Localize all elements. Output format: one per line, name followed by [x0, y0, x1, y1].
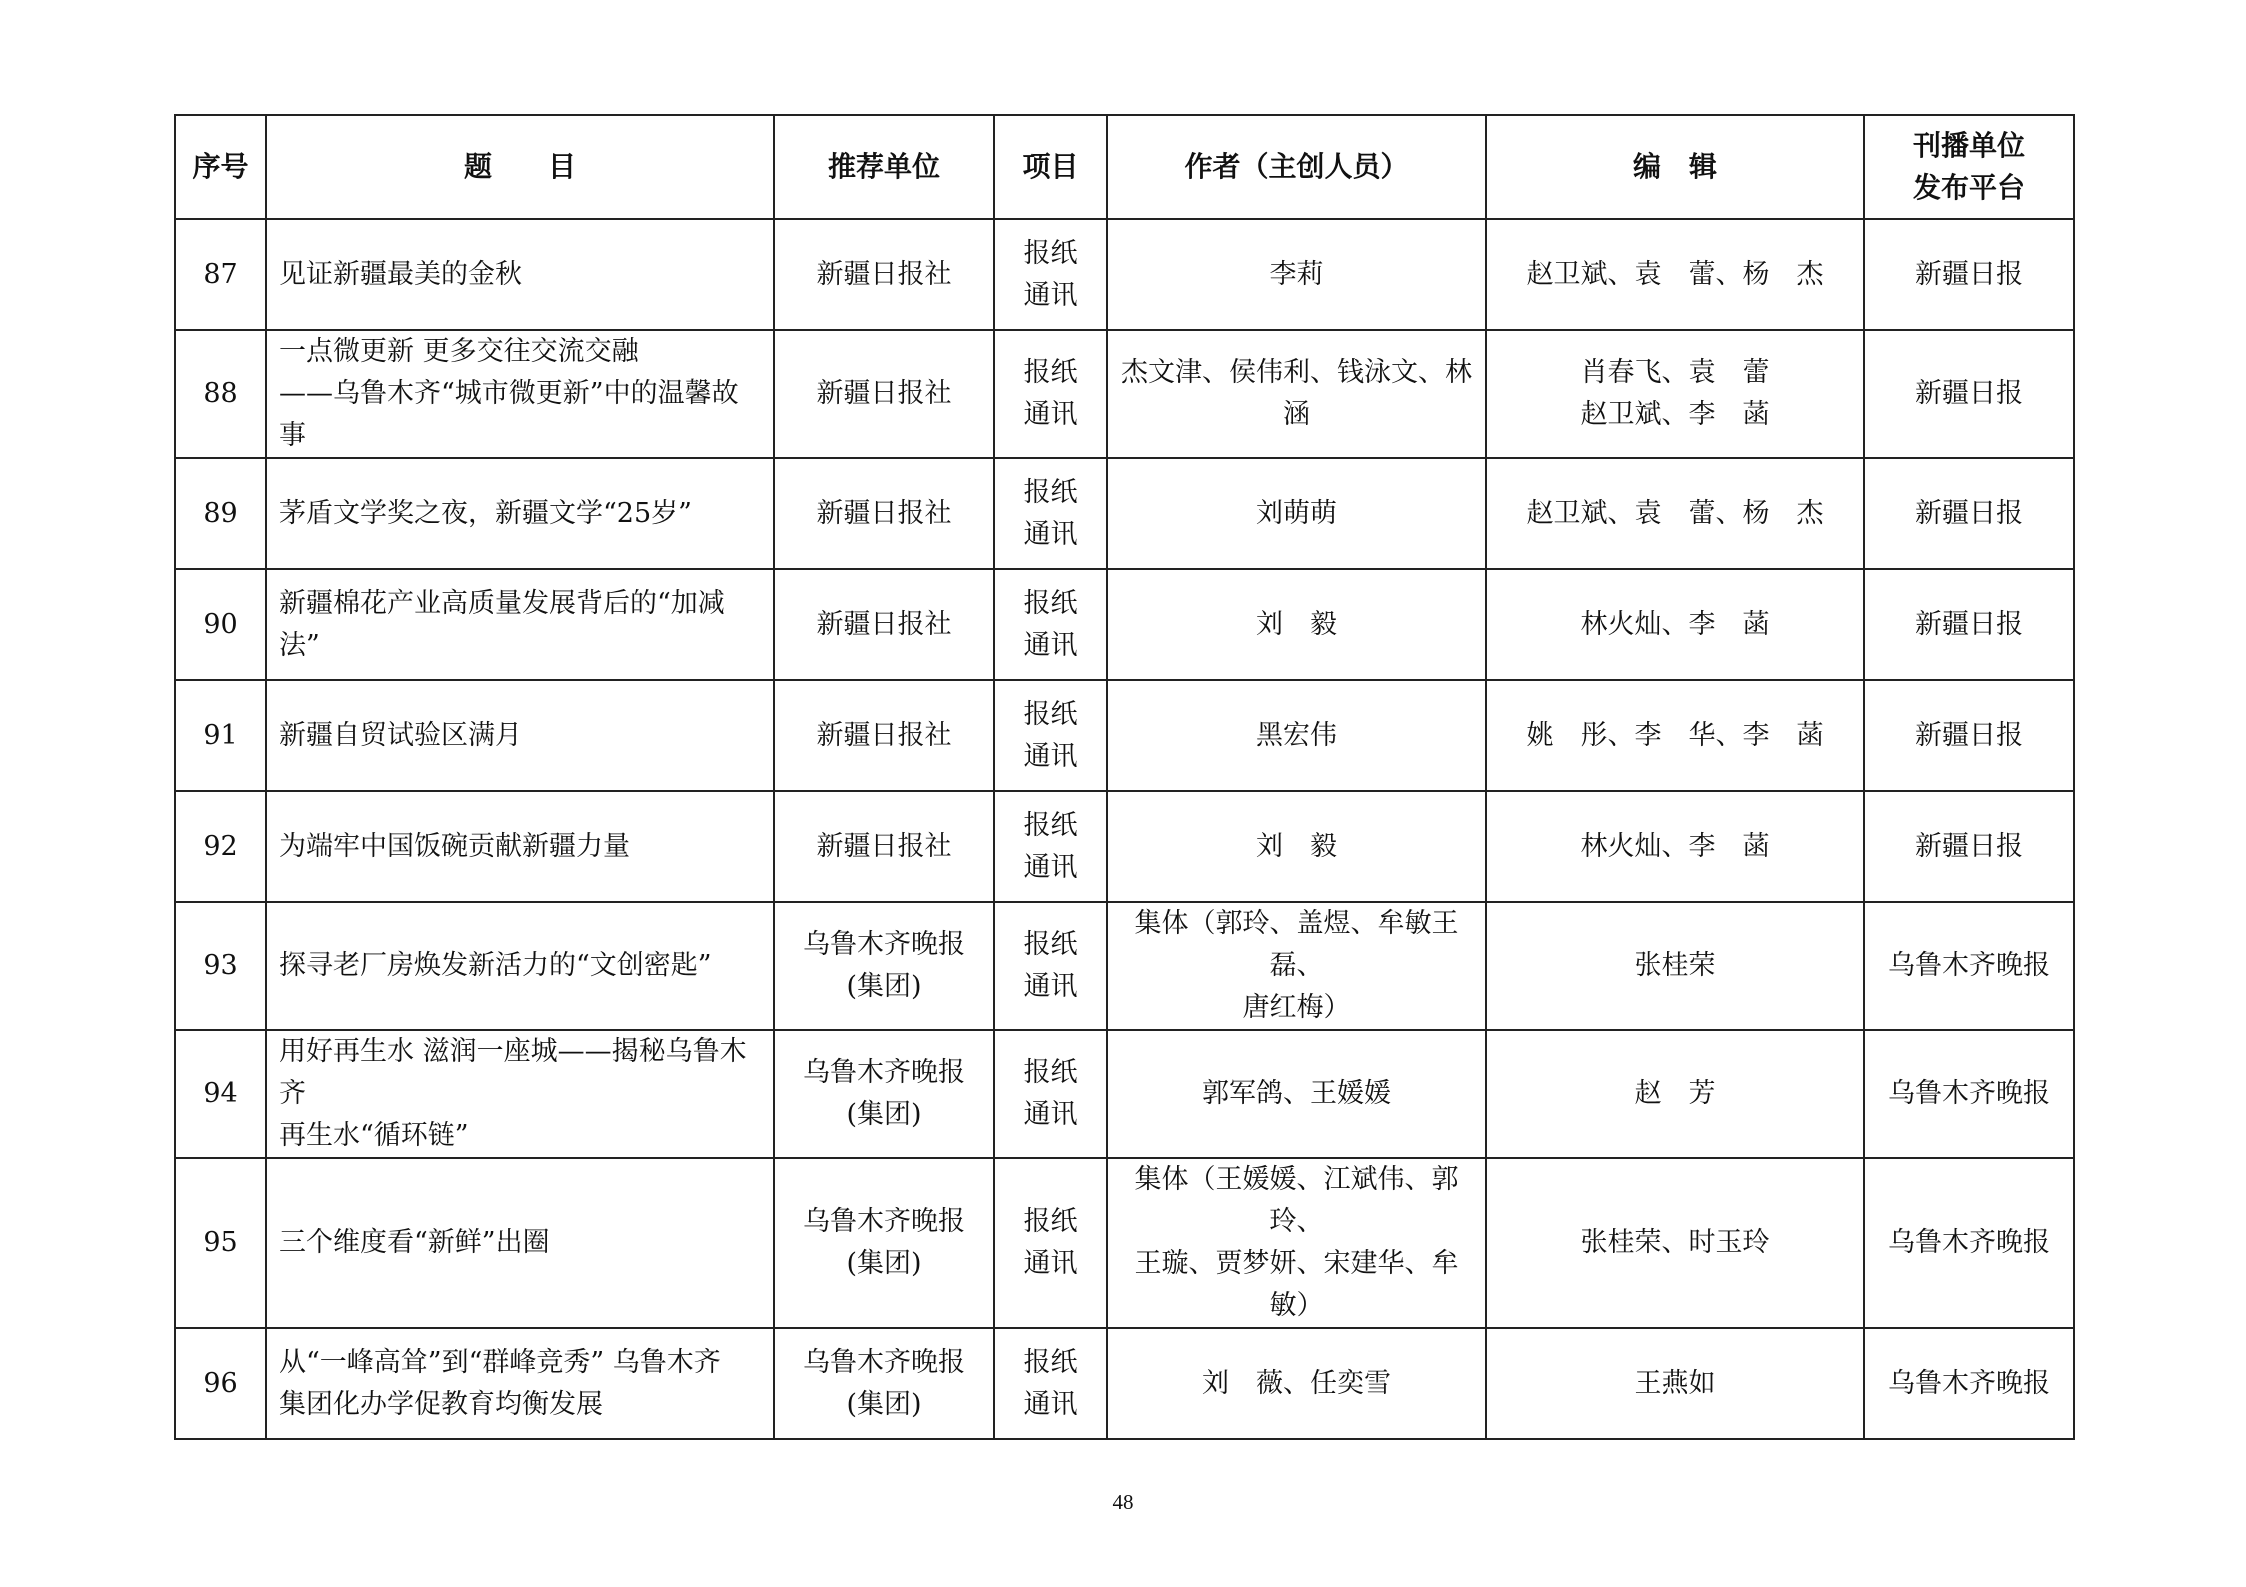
cell-unit-line: (集团)	[846, 971, 922, 1002]
cell-editor	[1486, 1030, 1864, 1158]
cell-editor	[1486, 680, 1864, 791]
cell-author	[1107, 1328, 1486, 1439]
cell-item-line: 通讯	[1023, 1248, 1078, 1279]
header-platform-line1: 刊播单位	[1912, 129, 2025, 162]
header-unit: 推荐单位	[774, 115, 994, 219]
cell-platform: 新疆日报	[1864, 569, 2074, 680]
cell-platform: 乌鲁木齐晚报	[1864, 1328, 2074, 1439]
header-author: 作者（主创人员）	[1107, 115, 1486, 219]
cell-author-line: 刘 毅	[1256, 830, 1337, 862]
cell-item-line: 通讯	[1023, 1388, 1078, 1420]
header-item: 项目	[994, 115, 1107, 219]
cell-item-line: 通讯	[1023, 279, 1078, 311]
cell-editor-line: 赵 芳	[1634, 1078, 1716, 1109]
cell-item-line: 报纸	[1023, 357, 1078, 388]
cell-author-line: 集体（王媛媛、江斌伟、郭玲、	[1134, 1164, 1459, 1237]
cell-unit	[774, 680, 994, 791]
cell-item-line: 报纸	[1023, 698, 1078, 730]
table-row	[175, 219, 2074, 330]
cell-title	[266, 458, 774, 569]
cell-platform: 新疆日报	[1864, 791, 2074, 902]
cell-platform: 乌鲁木齐晚报	[1864, 1158, 2074, 1328]
table-row	[175, 902, 2074, 1030]
cell-unit-line: 乌鲁木齐晚报	[803, 1206, 965, 1237]
cell-item-line: 报纸	[1023, 476, 1078, 508]
cell-editor	[1486, 1328, 1864, 1439]
cell-platform: 新疆日报	[1864, 680, 2074, 791]
cell-author	[1107, 569, 1486, 680]
cell-author	[1107, 791, 1486, 902]
cell-author-line: 杰文津、侯伟利、钱泳文、林涵	[1121, 357, 1472, 430]
cell-title	[266, 219, 774, 330]
cell-title	[266, 791, 774, 902]
cell-title-line: 新疆棉花产业高质量发展背后的“加减法”	[279, 587, 725, 661]
cell-item-line: 报纸	[1023, 1057, 1078, 1088]
cell-item-line: 报纸	[1023, 1206, 1078, 1237]
cell-author	[1107, 1158, 1486, 1328]
header-platform-line2: 发布平台	[1912, 171, 2025, 204]
header-row	[175, 115, 2074, 219]
cell-unit	[774, 1328, 994, 1439]
cell-platform: 新疆日报	[1864, 458, 2074, 569]
cell-editor-line: 林火灿、李 菡	[1580, 608, 1770, 640]
cell-item	[994, 1158, 1107, 1328]
cell-editor	[1486, 219, 1864, 330]
cell-title-line: 茅盾文学奖之夜，新疆文学“25岁”	[279, 497, 692, 529]
cell-item	[994, 1328, 1107, 1439]
cell-no: 88	[175, 330, 266, 458]
award-list-table	[174, 114, 2075, 1440]
cell-author-line: 李莉	[1269, 258, 1324, 290]
cell-author	[1107, 330, 1486, 458]
cell-author-line: 郭军鸽、王媛媛	[1202, 1078, 1391, 1109]
cell-item	[994, 219, 1107, 330]
cell-item-line: 报纸	[1023, 929, 1078, 960]
cell-author	[1107, 902, 1486, 1030]
cell-author	[1107, 219, 1486, 330]
cell-platform: 新疆日报	[1864, 330, 2074, 458]
cell-editor	[1486, 569, 1864, 680]
cell-author-line: 刘 薇、任奕雪	[1202, 1367, 1391, 1399]
cell-title	[266, 1030, 774, 1158]
cell-editor-line: 肖春飞、袁 蕾	[1580, 357, 1770, 388]
cell-unit-line: (集团)	[846, 1388, 922, 1420]
cell-item-line: 报纸	[1023, 237, 1078, 269]
cell-editor-line: 赵卫斌、袁 蕾、杨 杰	[1526, 258, 1824, 290]
cell-editor-line: 赵卫斌、李 菡	[1580, 399, 1770, 430]
cell-unit-line: 新疆日报社	[816, 608, 952, 640]
cell-unit	[774, 1158, 994, 1328]
cell-item-line: 通讯	[1023, 851, 1078, 883]
cell-unit	[774, 458, 994, 569]
cell-item	[994, 458, 1107, 569]
cell-editor-line: 赵卫斌、袁 蕾、杨 杰	[1526, 497, 1824, 529]
cell-item-line: 通讯	[1023, 518, 1078, 550]
cell-editor-line: 林火灿、李 菡	[1580, 830, 1770, 862]
cell-title	[266, 1328, 774, 1439]
cell-title-line: 一点微更新 更多交往交流交融	[279, 336, 639, 367]
table-row	[175, 1030, 2074, 1158]
table-row	[175, 1158, 2074, 1328]
cell-unit	[774, 791, 994, 902]
header-platform	[1864, 115, 2074, 219]
cell-no: 94	[175, 1030, 266, 1158]
cell-item	[994, 1030, 1107, 1158]
cell-unit	[774, 902, 994, 1030]
cell-no: 93	[175, 902, 266, 1030]
cell-no: 87	[175, 219, 266, 330]
cell-author-line: 刘 毅	[1256, 608, 1337, 640]
cell-author	[1107, 458, 1486, 569]
table-row	[175, 791, 2074, 902]
cell-title-line: 用好再生水 滋润一座城——揭秘乌鲁木齐	[279, 1036, 747, 1109]
cell-unit	[774, 330, 994, 458]
cell-title-line: 再生水“循环链”	[279, 1120, 469, 1151]
cell-editor	[1486, 1158, 1864, 1328]
cell-unit-line: 乌鲁木齐晚报	[803, 1057, 965, 1088]
cell-unit-line: (集团)	[846, 1248, 922, 1279]
cell-item	[994, 569, 1107, 680]
cell-unit-line: 新疆日报社	[816, 378, 952, 409]
cell-title	[266, 1158, 774, 1328]
cell-editor	[1486, 458, 1864, 569]
cell-unit	[774, 569, 994, 680]
cell-platform: 乌鲁木齐晚报	[1864, 902, 2074, 1030]
cell-platform: 新疆日报	[1864, 219, 2074, 330]
cell-title	[266, 902, 774, 1030]
cell-platform: 乌鲁木齐晚报	[1864, 1030, 2074, 1158]
cell-author-line: 集体（郭玲、盖煜、牟敏王磊、	[1134, 908, 1459, 981]
cell-author-line: 唐红梅）	[1242, 992, 1351, 1023]
table-row	[175, 458, 2074, 569]
cell-item	[994, 902, 1107, 1030]
cell-no: 96	[175, 1328, 266, 1439]
cell-title-line: 从“一峰高耸”到“群峰竞秀” 乌鲁木齐	[279, 1346, 721, 1378]
cell-title	[266, 680, 774, 791]
cell-editor-line: 张桂荣、时玉玲	[1580, 1227, 1770, 1258]
cell-item-line: 通讯	[1023, 740, 1078, 772]
cell-title-line: 集团化办学促教育均衡发展	[279, 1388, 603, 1420]
cell-unit-line: 新疆日报社	[816, 497, 952, 529]
cell-no: 90	[175, 569, 266, 680]
cell-item-line: 报纸	[1023, 809, 1078, 841]
cell-unit-line: 新疆日报社	[816, 830, 952, 862]
cell-editor-line: 王燕如	[1634, 1367, 1716, 1399]
cell-title	[266, 330, 774, 458]
table-row	[175, 569, 2074, 680]
cell-item-line: 报纸	[1023, 1346, 1078, 1378]
cell-item	[994, 680, 1107, 791]
cell-author-line: 刘萌萌	[1256, 497, 1337, 529]
cell-unit-line: 乌鲁木齐晚报	[803, 1346, 965, 1378]
cell-title-line: ——乌鲁木齐“城市微更新”中的温馨故事	[279, 378, 739, 451]
cell-no: 91	[175, 680, 266, 791]
table-row	[175, 1328, 2074, 1439]
cell-item-line: 报纸	[1023, 587, 1078, 619]
cell-author	[1107, 680, 1486, 791]
cell-editor-line: 姚 彤、李 华、李 菡	[1526, 719, 1824, 751]
cell-author-line: 黑宏伟	[1256, 719, 1337, 751]
header-editor: 编 辑	[1486, 115, 1864, 219]
cell-editor	[1486, 902, 1864, 1030]
cell-no: 89	[175, 458, 266, 569]
cell-author-line: 王璇、贾梦妍、宋建华、牟敏）	[1134, 1248, 1459, 1321]
cell-unit-line: 新疆日报社	[816, 719, 952, 751]
cell-unit-line: 乌鲁木齐晚报	[803, 929, 965, 960]
cell-item-line: 通讯	[1023, 629, 1078, 661]
cell-author	[1107, 1030, 1486, 1158]
cell-title-line: 三个维度看“新鲜”出圈	[279, 1227, 550, 1258]
cell-no: 95	[175, 1158, 266, 1328]
header-no: 序号	[175, 115, 266, 219]
cell-item-line: 通讯	[1023, 1099, 1078, 1130]
table-row	[175, 680, 2074, 791]
cell-editor	[1486, 791, 1864, 902]
cell-editor	[1486, 330, 1864, 458]
cell-title-line: 为端牢中国饭碗贡献新疆力量	[279, 830, 630, 862]
cell-unit	[774, 219, 994, 330]
table-body	[175, 219, 2074, 1439]
table-row	[175, 330, 2074, 458]
cell-unit	[774, 1030, 994, 1158]
cell-item	[994, 791, 1107, 902]
cell-item-line: 通讯	[1023, 399, 1078, 430]
cell-no: 92	[175, 791, 266, 902]
cell-title-line: 探寻老厂房焕发新活力的“文创密匙”	[279, 950, 712, 981]
cell-unit-line: 新疆日报社	[816, 258, 952, 290]
cell-unit-line: (集团)	[846, 1099, 922, 1130]
cell-item-line: 通讯	[1023, 971, 1078, 1002]
cell-title-line: 见证新疆最美的金秋	[279, 258, 522, 290]
cell-title	[266, 569, 774, 680]
cell-editor-line: 张桂荣	[1634, 950, 1716, 981]
header-title: 题 目	[266, 115, 774, 219]
cell-title-line: 新疆自贸试验区满月	[279, 719, 522, 751]
cell-item	[994, 330, 1107, 458]
page-number: 48	[1112, 1490, 1134, 1514]
